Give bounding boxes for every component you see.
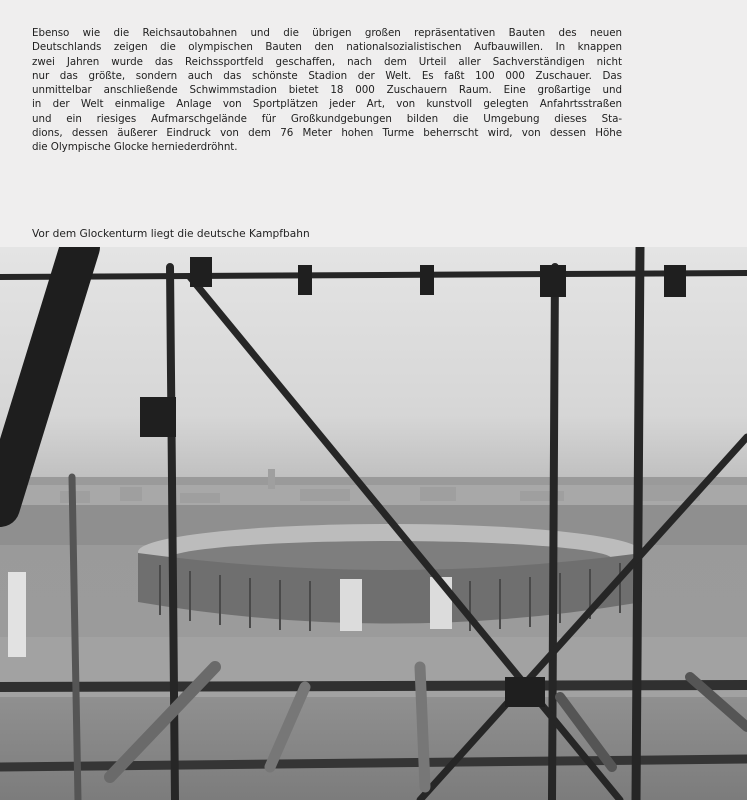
text-line: in der Welt einmalige Anlage von Sportplätzen jeder Art, von kunstvoll gelegten Anfahrtsstraßen bbox=[32, 98, 622, 111]
marathon-gate-left bbox=[340, 579, 362, 631]
building-left bbox=[8, 572, 26, 657]
body-text bbox=[32, 26, 622, 155]
stadium-photo-illustration bbox=[0, 247, 747, 800]
paragraph bbox=[32, 26, 622, 155]
stadium-photo bbox=[0, 247, 747, 800]
photo-caption: Vor dem Glockenturm liegt die deutsche Kampfbahn bbox=[32, 228, 310, 240]
text-line: zwei Jahren wurde das Reichssportfeld geschaffen, nach dem Urteil aller Sachverständigen nicht bbox=[32, 55, 622, 68]
text-line: dions, dessen äußerer Eindruck von dem 76 Meter hohen Turme beherrscht wird, von dessen Höhe bbox=[32, 127, 622, 140]
text-line: unmittelbar anschließende Schwimmstadion bietet 18 000 Zuschauern Raum. Eine großartige und bbox=[32, 84, 622, 97]
text-line: Ebenso wie die Reichsautobahnen und die übrigen großen repräsentativen Bauten des neuen bbox=[32, 27, 622, 39]
text-line: die Olympische Glocke herniederdröhnt. bbox=[32, 141, 238, 154]
text-line: nur das größte, sondern auch das schönste Stadion der Welt. Es faßt 100 000 Zuschauer. Das bbox=[32, 69, 622, 82]
text-line: und ein riesiges Aufmarschgelände für Großkundgebungen bilden die Umgebung dieses Sta- bbox=[32, 112, 622, 125]
text-line: Deutschlands zeigen die olympischen Bauten den nationalsozialistischen Aufbauwillen. In knappen bbox=[32, 41, 622, 54]
